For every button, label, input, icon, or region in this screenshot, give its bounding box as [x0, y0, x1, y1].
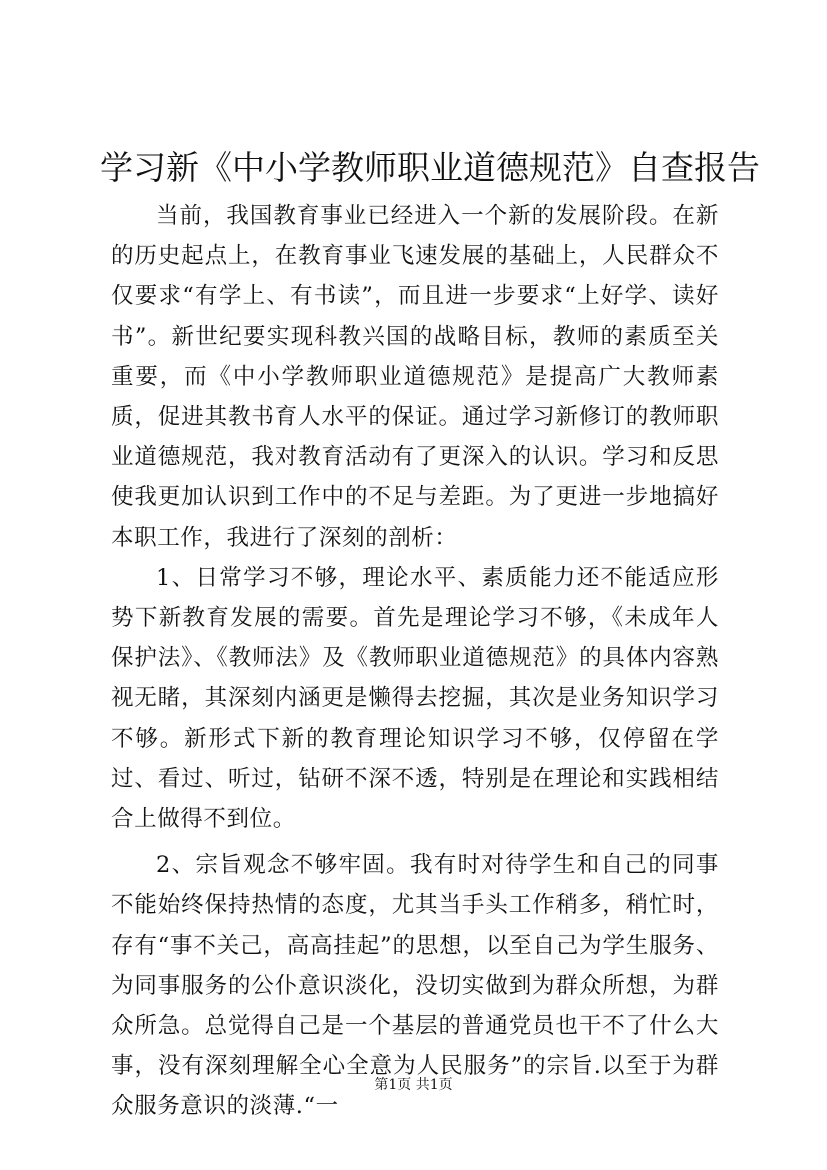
document-title: 学习新《中小学教师职业道德规范》自查报告	[100, 148, 760, 187]
paragraph-intro: 当前，我国教育事业已经进入一个新的发展阶段。在新的历史起点上，在教育事业飞速发展的基础上，人民群众不仅要求“有学上、有书读”，而且进一步要求“上好学、读好书”。新世纪要实现科教兴国的战略目标，教师的素质至关重要，而《中小学教师职业道德规范》是提高广大教师素质，促进其教书育人水平的保证。通过学习新修订的教师职业道德规范，我对教育活动有了更深入的认识。学习和反思使我更加认识到工作中的不足与差距。为了更进一步地搞好本职工作，我进行了深刻的剖析：	[111, 203, 719, 551]
paragraph-point-2: 2、宗旨观念不够牢固。我有时对待学生和自己的同事不能始终保持热情的态度，尤其当手头工作稍多，稍忙时，存有“事不关己，高高挂起”的思想，以至自己为学生服务、为同事服务的公仆意识淡化，没切实做到为群众所想，为群众所急。总觉得自己是一个基层的普通党员也干不了什么大事，没有深刻理解全心全意为人民服务”的宗旨.以至于为群众服务意识的淡薄.“一	[111, 852, 719, 1120]
page-footer: 第1页 共1页	[374, 1077, 453, 1093]
document-body	[111, 196, 719, 1127]
paragraph-point-1: 1、日常学习不够，理论水平、素质能力还不能适应形势下新教育发展的需要。首先是理论学习不够，《未成年人保护法》、《教师法》及《教师职业道德规范》的具体内容熟视无睹，其深刻内涵更是懒得去挖掘，其次是业务知识学习不够。新形式下新的教育理论知识学习不够，仅停留在学过、看过、听过，钻研不深不透，特别是在理论和实践相结合上做得不到位。	[111, 564, 719, 833]
